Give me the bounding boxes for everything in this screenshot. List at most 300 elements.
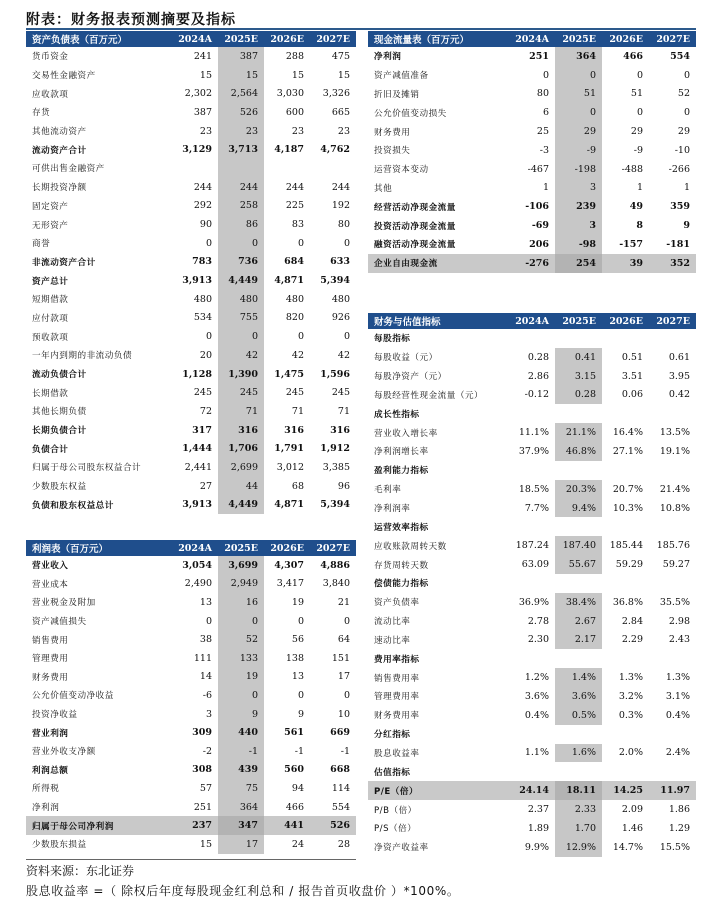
value-cell: 51 (555, 85, 602, 104)
row-label: 负债合计 (32, 444, 69, 455)
value-cell: 15 (218, 66, 264, 85)
value-cell (555, 649, 602, 668)
title-divider (26, 28, 696, 30)
value-cell: 5,394 (320, 499, 350, 511)
value-cell: 0.41 (555, 348, 602, 367)
row-label: 盈利能力指标 (374, 466, 429, 477)
value-cell: 15 (291, 69, 304, 81)
value-cell: 72 (199, 405, 212, 417)
row-label: 一年内到期的非流动负债 (32, 351, 133, 362)
row-label: 财务费用率 (374, 711, 420, 722)
row-label: 长期负债合计 (32, 426, 87, 437)
value-cell: -98 (555, 235, 602, 254)
table-row (368, 687, 696, 706)
value-cell: 56 (291, 634, 304, 646)
table-row (368, 631, 696, 650)
row-label: 管理费用率 (374, 692, 420, 703)
value-cell: 4,187 (274, 144, 304, 156)
value-cell: 75 (218, 779, 264, 798)
row-label: 存货 (32, 108, 51, 119)
value-cell: 17 (337, 671, 350, 683)
value-cell: 1.3% (618, 672, 643, 684)
row-label: 商誉 (32, 239, 51, 250)
year-column-header: 2024A (172, 540, 218, 556)
value-cell: 2,564 (218, 84, 264, 103)
value-cell: 15.5% (659, 841, 690, 853)
value-cell: 0 (205, 615, 212, 627)
row-label: 折旧及摊销 (374, 89, 420, 100)
value-cell: 18.5% (518, 483, 549, 495)
value-cell: 3,713 (218, 140, 264, 159)
value-cell (218, 159, 264, 178)
value-cell: 14 (199, 671, 212, 683)
financial-ratios-table (368, 313, 696, 857)
value-cell: 2.84 (621, 615, 643, 627)
value-cell: 4,886 (320, 559, 350, 571)
table-row (368, 122, 696, 141)
section-header-row (368, 649, 696, 668)
table-row (368, 160, 696, 179)
value-cell: 251 (193, 801, 212, 813)
value-cell: 439 (218, 761, 264, 780)
value-cell: 0.4% (665, 709, 690, 721)
value-cell: 23 (337, 125, 350, 137)
value-cell: 317 (192, 424, 212, 436)
value-cell: 2.86 (527, 370, 549, 382)
table-row (368, 179, 696, 198)
row-label: 每股经营性现金流量（元） (374, 390, 484, 401)
row-label: 其他流动资产 (32, 127, 87, 138)
value-cell (649, 329, 696, 348)
value-cell: 151 (331, 652, 350, 664)
value-cell: 36.8% (612, 596, 643, 608)
table-row (26, 742, 356, 761)
value-cell: 600 (285, 106, 304, 118)
row-label: 营业收入增长率 (374, 428, 438, 439)
table-row (26, 383, 356, 402)
table-row (368, 235, 696, 254)
page-title: 附表：财务报表预测摘要及指标 (26, 12, 236, 28)
table-row (368, 85, 696, 104)
table-row (26, 439, 356, 458)
row-label: 投资净收益 (32, 710, 78, 721)
table-row (26, 575, 356, 594)
year-column-header: 2025E (218, 540, 264, 556)
value-cell: 21 (337, 596, 350, 608)
row-label: 其他 (374, 183, 393, 194)
value-cell (555, 329, 602, 348)
value-cell: 3,913 (182, 275, 212, 287)
value-cell: 2.33 (555, 800, 602, 819)
value-cell: 42 (218, 346, 264, 365)
value-cell: 80 (337, 219, 350, 231)
row-label: 可供出售金融资产 (32, 164, 105, 175)
value-cell: 187.24 (515, 540, 549, 552)
table-row (368, 480, 696, 499)
value-cell: 3 (555, 179, 602, 198)
value-cell: 7.7% (524, 502, 549, 514)
section-header-row (368, 329, 696, 348)
value-cell: 258 (218, 197, 264, 216)
value-cell: 364 (555, 47, 602, 66)
value-cell: 90 (199, 219, 212, 231)
value-cell (649, 517, 696, 536)
value-cell: 3.6% (524, 690, 549, 702)
row-label: 资产减值损失 (32, 617, 87, 628)
row-label: 毛利率 (374, 485, 402, 496)
value-cell (508, 649, 555, 668)
value-cell: 1.29 (668, 822, 690, 834)
value-cell: 0.28 (555, 386, 602, 405)
value-cell (602, 329, 649, 348)
value-cell: 292 (193, 200, 212, 212)
row-label: 应付款项 (32, 313, 69, 324)
value-cell: 20 (199, 349, 212, 361)
value-cell: 561 (284, 727, 304, 739)
value-cell: 206 (529, 238, 549, 250)
table-row (26, 477, 356, 496)
row-label: 交易性金融资产 (32, 71, 96, 82)
table-row (26, 327, 356, 346)
value-cell: 3.51 (621, 370, 643, 382)
value-cell: 17 (218, 835, 264, 854)
row-label: 净利润增长率 (374, 447, 429, 458)
value-cell: 64 (337, 634, 350, 646)
row-label: 长期投资净额 (32, 183, 87, 194)
value-cell: 526 (310, 816, 356, 835)
value-cell: 35.5% (659, 596, 690, 608)
row-label: 归属于母公司净利润 (26, 816, 172, 835)
row-label: 资产总计 (32, 276, 69, 287)
value-cell: 1 (636, 182, 643, 194)
table-row (368, 800, 696, 819)
section-header-row (368, 762, 696, 781)
row-label: P/B（倍） (374, 805, 417, 816)
row-label: 费用率指标 (374, 654, 420, 665)
value-cell: 2.29 (621, 634, 643, 646)
value-cell: 3,385 (322, 461, 350, 473)
value-cell: 6 (542, 107, 549, 119)
value-cell: 684 (284, 256, 304, 268)
table-row (26, 178, 356, 197)
row-label: 净利润率 (374, 504, 411, 515)
value-cell (649, 762, 696, 781)
value-cell: 347 (218, 816, 264, 835)
value-cell: 3.1% (665, 690, 690, 702)
value-cell: 25 (536, 126, 549, 138)
value-cell: 14.7% (612, 841, 643, 853)
value-cell: 52 (218, 630, 264, 649)
value-cell: 38 (199, 634, 212, 646)
value-cell: 2.09 (621, 804, 643, 816)
row-label: 流动资产合计 (32, 145, 87, 156)
value-cell (508, 725, 555, 744)
value-cell: 36.9% (518, 596, 549, 608)
value-cell: 71 (291, 405, 304, 417)
value-cell: 20.7% (612, 483, 643, 495)
value-cell: 2.67 (555, 612, 602, 631)
value-cell: 783 (192, 256, 212, 268)
table-row (368, 781, 696, 800)
table-row (26, 630, 356, 649)
value-cell: 4,871 (274, 275, 304, 287)
value-cell: 480 (331, 293, 350, 305)
value-cell (555, 725, 602, 744)
row-label: 其他长期负债 (32, 407, 87, 418)
table-row (26, 365, 356, 384)
value-cell: 23 (291, 125, 304, 137)
value-cell: 352 (649, 254, 696, 273)
row-label: 净利润 (32, 803, 60, 814)
value-cell: 86 (218, 215, 264, 234)
row-label: 无形资产 (32, 220, 69, 231)
year-column-header: 2027E (310, 31, 356, 47)
value-cell: 820 (285, 312, 304, 324)
table-row (26, 197, 356, 216)
value-cell: 254 (555, 254, 602, 273)
value-cell: 669 (330, 727, 350, 739)
table-row (26, 66, 356, 85)
value-cell: 239 (555, 197, 602, 216)
row-label: 资产减值准备 (374, 71, 429, 82)
value-cell: 1,444 (182, 443, 212, 455)
row-label: P/E（倍） (368, 781, 508, 800)
table-row (26, 402, 356, 421)
value-cell: 560 (284, 764, 304, 776)
row-label: 运营资本变动 (374, 165, 429, 176)
table-row (368, 555, 696, 574)
value-cell: 1 (683, 182, 690, 194)
value-cell: 309 (192, 727, 212, 739)
row-label: 估值指标 (374, 767, 411, 778)
value-cell: 0.4% (524, 709, 549, 721)
value-cell: 10 (337, 708, 350, 720)
value-cell: 9 (683, 220, 690, 232)
value-cell: 3.95 (668, 370, 690, 382)
table-row (26, 593, 356, 612)
table-row (26, 159, 356, 178)
value-cell: 0 (343, 689, 350, 701)
row-label: 投资损失 (374, 146, 411, 157)
value-cell: -1 (294, 745, 304, 757)
value-cell: 23 (218, 122, 264, 141)
value-cell: 359 (670, 201, 690, 213)
value-cell: 0 (636, 107, 643, 119)
value-cell: 1,128 (182, 368, 212, 380)
value-cell: 466 (623, 50, 643, 62)
value-cell: -1 (340, 745, 350, 757)
value-cell: 9 (297, 708, 304, 720)
value-cell: 225 (285, 200, 304, 212)
value-cell: 2,490 (184, 578, 212, 590)
row-label: 固定资产 (32, 201, 69, 212)
value-cell: 185.76 (656, 540, 690, 552)
value-cell: 0.51 (621, 351, 643, 363)
value-cell: 24.14 (508, 781, 555, 800)
table-row (26, 346, 356, 365)
value-cell (264, 159, 310, 178)
value-cell: 3 (555, 216, 602, 235)
value-cell (555, 461, 602, 480)
value-cell: 480 (218, 290, 264, 309)
value-cell: 21.1% (555, 423, 602, 442)
value-cell: 3.6% (555, 687, 602, 706)
value-cell: 9 (218, 705, 264, 724)
year-column-header: 2024A (508, 31, 555, 47)
table-row (26, 103, 356, 122)
table-row (26, 234, 356, 253)
value-cell: 1,475 (274, 368, 304, 380)
value-cell: 1,912 (320, 443, 350, 455)
row-label: 应收款项 (32, 89, 69, 100)
value-cell (508, 461, 555, 480)
value-cell: 316 (218, 421, 264, 440)
value-cell: 0 (555, 103, 602, 122)
value-cell: 1.1% (524, 747, 549, 759)
value-cell: -106 (525, 201, 549, 213)
table-row (368, 499, 696, 518)
value-cell: 245 (285, 387, 304, 399)
row-label: 流动比率 (374, 617, 411, 628)
row-label: 预收款项 (32, 332, 69, 343)
value-cell (602, 517, 649, 536)
value-cell: 440 (218, 723, 264, 742)
value-cell: 0.3% (618, 709, 643, 721)
value-cell: 3.2% (618, 690, 643, 702)
year-column-header: 2025E (555, 31, 602, 47)
year-column-header: 2024A (172, 31, 218, 47)
value-cell: 665 (331, 106, 350, 118)
value-cell (602, 461, 649, 480)
year-column-header: 2024A (508, 313, 555, 329)
value-cell: 0 (343, 237, 350, 249)
value-cell: 1 (542, 182, 549, 194)
value-cell: 94 (291, 782, 304, 794)
value-cell (602, 574, 649, 593)
table-row (368, 423, 696, 442)
value-cell: 2.37 (527, 804, 549, 816)
value-cell: 2.0% (618, 747, 643, 759)
value-cell: 308 (192, 764, 212, 776)
value-cell: 9.4% (555, 499, 602, 518)
value-cell: -276 (508, 254, 555, 273)
value-cell: 8 (636, 220, 643, 232)
value-cell: 926 (331, 312, 350, 324)
value-cell: 4,449 (218, 496, 264, 515)
value-cell: 3,417 (276, 578, 304, 590)
year-column-header: 2026E (264, 540, 310, 556)
value-cell: 0 (297, 237, 304, 249)
value-cell: 288 (285, 50, 304, 62)
table-row (368, 254, 696, 273)
table-row (368, 838, 696, 857)
value-cell: 3,326 (322, 88, 350, 100)
value-cell: 187.40 (555, 536, 602, 555)
row-label: 长期借款 (32, 388, 69, 399)
value-cell: 19.1% (659, 445, 690, 457)
row-label: 负债和股东权益总计 (32, 500, 114, 511)
row-label: 应收账款周转天数 (374, 541, 447, 552)
cash-flow-table (368, 31, 696, 273)
value-cell: 18.11 (555, 781, 602, 800)
value-cell (172, 159, 218, 178)
value-cell: 83 (291, 219, 304, 231)
value-cell: 10.3% (612, 502, 643, 514)
value-cell: 46.8% (555, 442, 602, 461)
value-cell: 387 (193, 106, 212, 118)
table-row (26, 253, 356, 272)
value-cell: 13.5% (659, 427, 690, 439)
value-cell (602, 762, 649, 781)
value-cell: 736 (218, 253, 264, 272)
value-cell: -6 (202, 689, 212, 701)
value-cell: 28 (337, 838, 350, 850)
row-label: 公允价值变动净收益 (32, 691, 114, 702)
table-row (368, 668, 696, 687)
row-label: 存货周转天数 (374, 560, 429, 571)
value-cell (649, 574, 696, 593)
section-header-row (368, 404, 696, 423)
row-label: 速动比率 (374, 635, 411, 646)
table-row (26, 798, 356, 817)
value-cell: 29 (677, 126, 690, 138)
value-cell: 3,030 (276, 88, 304, 100)
table-row (26, 496, 356, 515)
row-label: 偿债能力指标 (374, 579, 429, 590)
value-cell: 0 (218, 234, 264, 253)
row-label: 营业税金及附加 (32, 598, 96, 609)
value-cell: 24 (291, 838, 304, 850)
table-row (368, 744, 696, 763)
value-cell: 244 (218, 178, 264, 197)
value-cell: 133 (218, 649, 264, 668)
value-cell: 16 (218, 593, 264, 612)
value-cell: 0 (218, 327, 264, 346)
value-cell: 111 (193, 652, 212, 664)
value-cell (508, 404, 555, 423)
value-cell: 2.98 (668, 615, 690, 627)
value-cell: 245 (193, 387, 212, 399)
value-cell: -181 (666, 238, 690, 250)
row-label: 融资活动净现金流量 (374, 240, 456, 251)
value-cell: 9.9% (524, 841, 549, 853)
year-column-header: 2027E (649, 31, 696, 47)
value-cell: 2,441 (184, 461, 212, 473)
year-column-header: 2025E (555, 313, 602, 329)
value-cell: 3,840 (322, 578, 350, 590)
value-cell: 19 (291, 596, 304, 608)
table-row (26, 686, 356, 705)
value-cell: 68 (291, 480, 304, 492)
value-cell: 2.78 (527, 615, 549, 627)
table-row (368, 367, 696, 386)
value-cell: 526 (218, 103, 264, 122)
year-column-header: 2026E (602, 313, 649, 329)
value-cell: 11.97 (649, 781, 696, 800)
value-cell: 0 (683, 107, 690, 119)
row-label: 营业收入 (32, 561, 69, 572)
value-cell: 364 (218, 798, 264, 817)
year-column-header: 2026E (602, 31, 649, 47)
table-header-row (26, 31, 356, 47)
table-row (26, 421, 356, 440)
value-cell: 0 (343, 615, 350, 627)
value-cell (555, 762, 602, 781)
value-cell: 63.09 (521, 559, 549, 571)
value-cell (508, 517, 555, 536)
value-cell: 480 (193, 293, 212, 305)
value-cell: -10 (674, 144, 690, 156)
